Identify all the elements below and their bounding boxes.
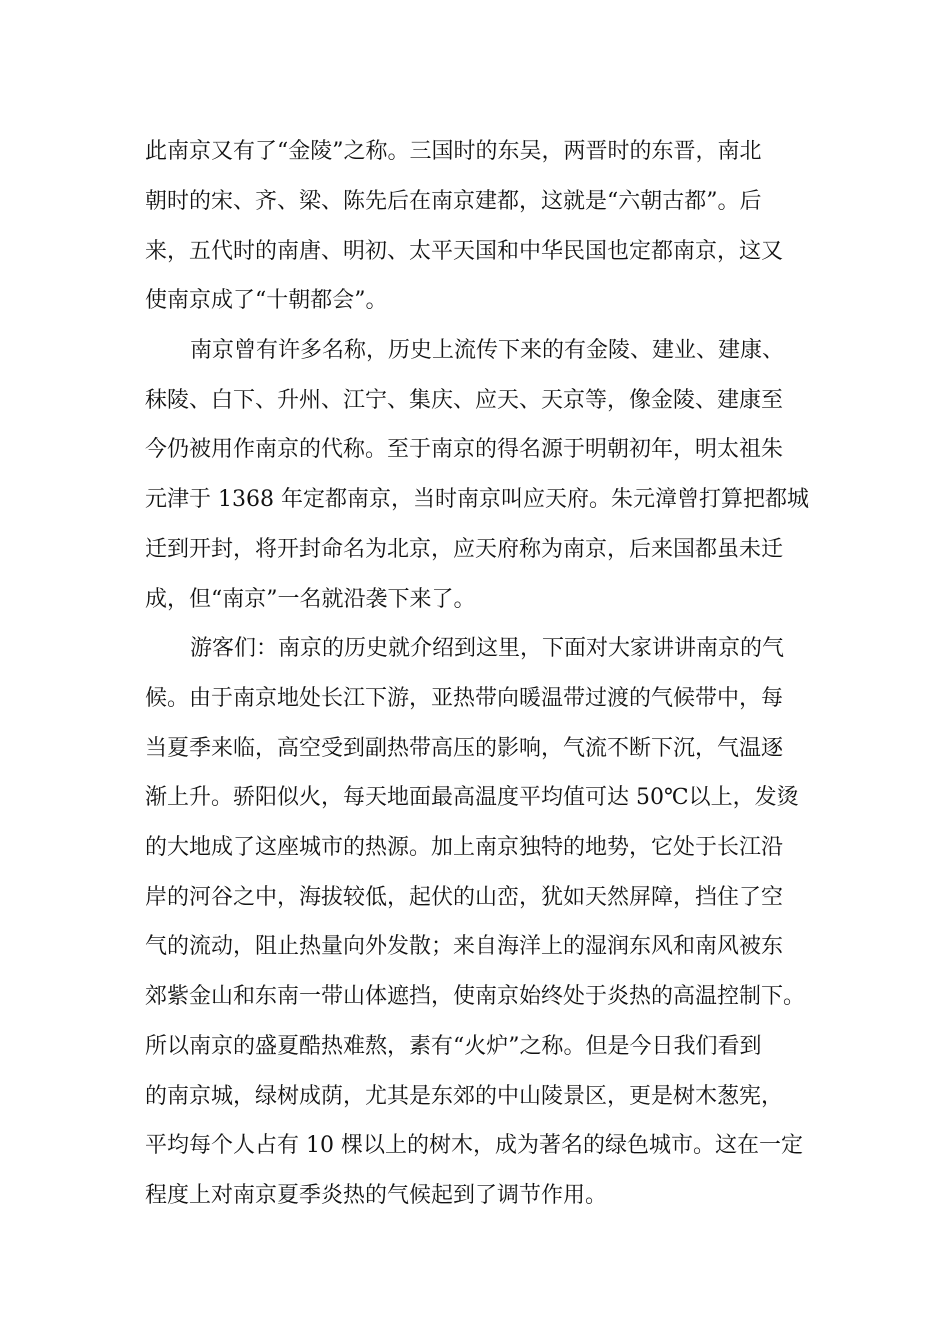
paragraph-3-line-12: 程度上对南京夏季炎热的气候起到了调节作用。 (145, 1183, 608, 1208)
paragraph-3-line-10: 的南京城，绿树成荫，尤其是东郊的中山陵景区，更是树木葱宪， (145, 1084, 784, 1109)
paragraph-1-line-1: 此南京又有了“金陵”之称。三国时的东吴，两晋时的东晋，南北 (145, 139, 762, 164)
paragraph-3-line-6: 岸的河谷之中，海拔较低，起伏的山峦，犹如天然屏障，挡住了空 (145, 885, 784, 910)
paragraph-2-line-4: 元津于 1368 年定都南京，当时南京叫应天府。朱元漳曾打算把都城 (145, 487, 809, 512)
paragraph-3-line-1: 游客们：南京的历史就介绍到这里，下面对大家讲讲南京的气 (190, 636, 785, 661)
paragraph-3-line-5: 的大地成了这座城市的热源。加上南京独特的地势，它处于长江沿 (145, 835, 784, 860)
paragraph-3-line-4: 渐上升。骄阳似火，每天地面最高温度平均值可达 50℃以上，发烫 (145, 785, 799, 810)
paragraph-3-line-8: 郊紫金山和东南一带山体遮挡，使南京始终处于炎热的高温控制下。 (145, 984, 806, 1009)
paragraph-3-line-7: 气的流动，阻止热量向外发散；来自海洋上的湿润东风和南风被东 (145, 934, 784, 959)
paragraph-2-line-6: 成，但“南京”一名就沿袭下来了。 (145, 587, 476, 612)
paragraph-3-line-11: 平均每个人占有 10 棵以上的树木，成为著名的绿色城市。这在一定 (145, 1133, 803, 1158)
paragraph-1-line-4: 使南京成了“十朝都会”。 (145, 288, 388, 313)
paragraph-3-line-3: 当夏季来临，高空受到副热带高压的影响，气流不断下沉，气温逐 (145, 736, 784, 761)
paragraph-1-line-3: 来，五代时的南唐、明初、太平天国和中华民国也定都南京，这又 (145, 239, 784, 264)
paragraph-2-line-5: 迁到开封，将开封命名为北京，应天府称为南京，后来国都虽未迁 (145, 537, 784, 562)
paragraph-3-line-9: 所以南京的盛夏酷热难熬，素有“火炉”之称。但是今日我们看到 (145, 1034, 762, 1059)
paragraph-2-line-2: 秣陵、白下、升州、江宁、集庆、应天、天京等，像金陵、建康至 (145, 388, 784, 413)
paragraph-3-line-2: 候。由于南京地处长江下游，亚热带向暖温带过渡的气候带中，每 (145, 686, 784, 711)
paragraph-2-line-1: 南京曾有许多名称，历史上流传下来的有金陵、建业、建康、 (190, 338, 785, 363)
paragraph-2-line-3: 今仍被用作南京的代称。至于南京的得名源于明朝初年，明太祖朱 (145, 437, 784, 462)
paragraph-1-line-2: 朝时的宋、齐、梁、陈先后在南京建都，这就是“六朝古都”。后 (145, 189, 762, 214)
